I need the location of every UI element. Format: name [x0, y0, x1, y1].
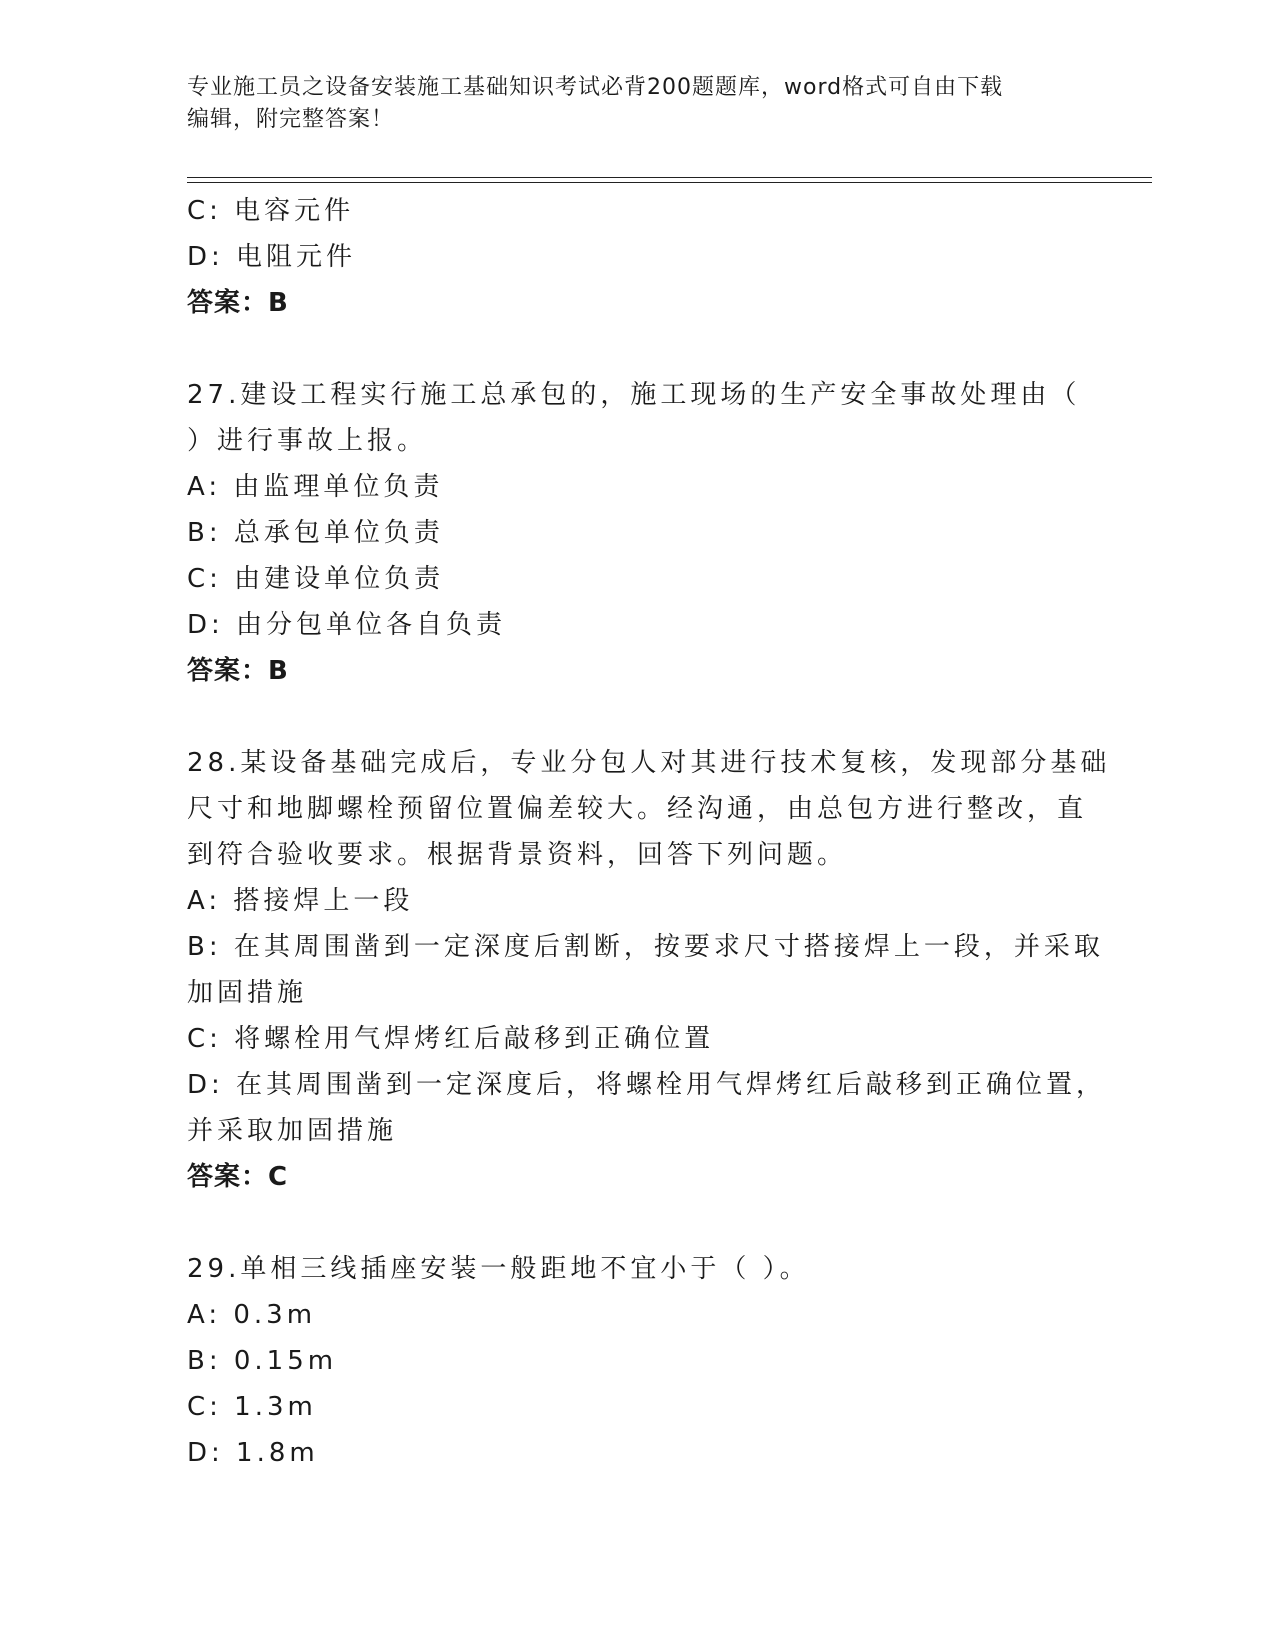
- q28-option-d-line-1: D: 在其周围凿到一定深度后，将螺栓用气焊烤红后敲移到正确位置，: [187, 1070, 1107, 1100]
- q28-stem-line-3: 到符合验收要求。根据背景资料，回答下列问题。: [187, 840, 848, 870]
- header-line-2: 编辑，附完整答案！: [187, 107, 395, 132]
- q26-option-c: C: 电容元件: [187, 196, 355, 226]
- q28-stem-line-2: 尺寸和地脚螺栓预留位置偏差较大。经沟通，由总包方进行整改，直: [187, 794, 1088, 824]
- spacer: [187, 694, 1087, 740]
- q29-option-b: B: 0.15m: [187, 1346, 338, 1376]
- question-list: [187, 188, 1111, 1476]
- q29-option-d: D: 1.8m: [187, 1438, 319, 1468]
- q27-option-c: C: 由建设单位负责: [187, 564, 445, 594]
- q27-stem-line-1: 27.建设工程实行施工总承包的，施工现场的生产安全事故处理由（: [187, 380, 1081, 410]
- q29-option-a: A: 0.3m: [187, 1300, 317, 1330]
- header-divider-bottom: [187, 182, 1152, 183]
- spacer: [187, 1200, 1087, 1246]
- q28-answer: 答案：C: [187, 1162, 289, 1192]
- q28-option-b-line-2: 加固措施: [187, 978, 308, 1008]
- q28-stem-line-1: 28.某设备基础完成后，专业分包人对其进行技术复核，发现部分基础: [187, 748, 1111, 778]
- q28-option-d-line-2: 并采取加固措施: [187, 1116, 398, 1146]
- q29-option-c: C: 1.3m: [187, 1392, 317, 1422]
- q28-option-a: A: 搭接焊上一段: [187, 886, 414, 916]
- header-line-1: 专业施工员之设备安装施工基础知识考试必背200题题库，word格式可自由下载: [187, 75, 1004, 100]
- document-header: [187, 72, 1087, 136]
- q27-stem-line-2: ）进行事故上报。: [187, 426, 428, 456]
- q27-option-a: A: 由监理单位负责: [187, 472, 444, 502]
- q27-answer: 答案：B: [187, 656, 289, 686]
- q26-answer: 答案：B: [187, 288, 289, 318]
- q27-option-d: D: 由分包单位各自负责: [187, 610, 507, 640]
- spacer: [187, 326, 1087, 372]
- q26-option-d: D: 电阻元件: [187, 242, 357, 272]
- q27-option-b: B: 总承包单位负责: [187, 518, 444, 548]
- q28-option-c: C: 将螺栓用气焊烤红后敲移到正确位置: [187, 1024, 715, 1054]
- q28-option-b-line-1: B: 在其周围凿到一定深度后割断，按要求尺寸搭接焊上一段，并采取: [187, 932, 1104, 962]
- q29-stem: 29.单相三线插座安装一般距地不宜小于（ ）。: [187, 1254, 810, 1284]
- header-divider-top: [187, 177, 1152, 178]
